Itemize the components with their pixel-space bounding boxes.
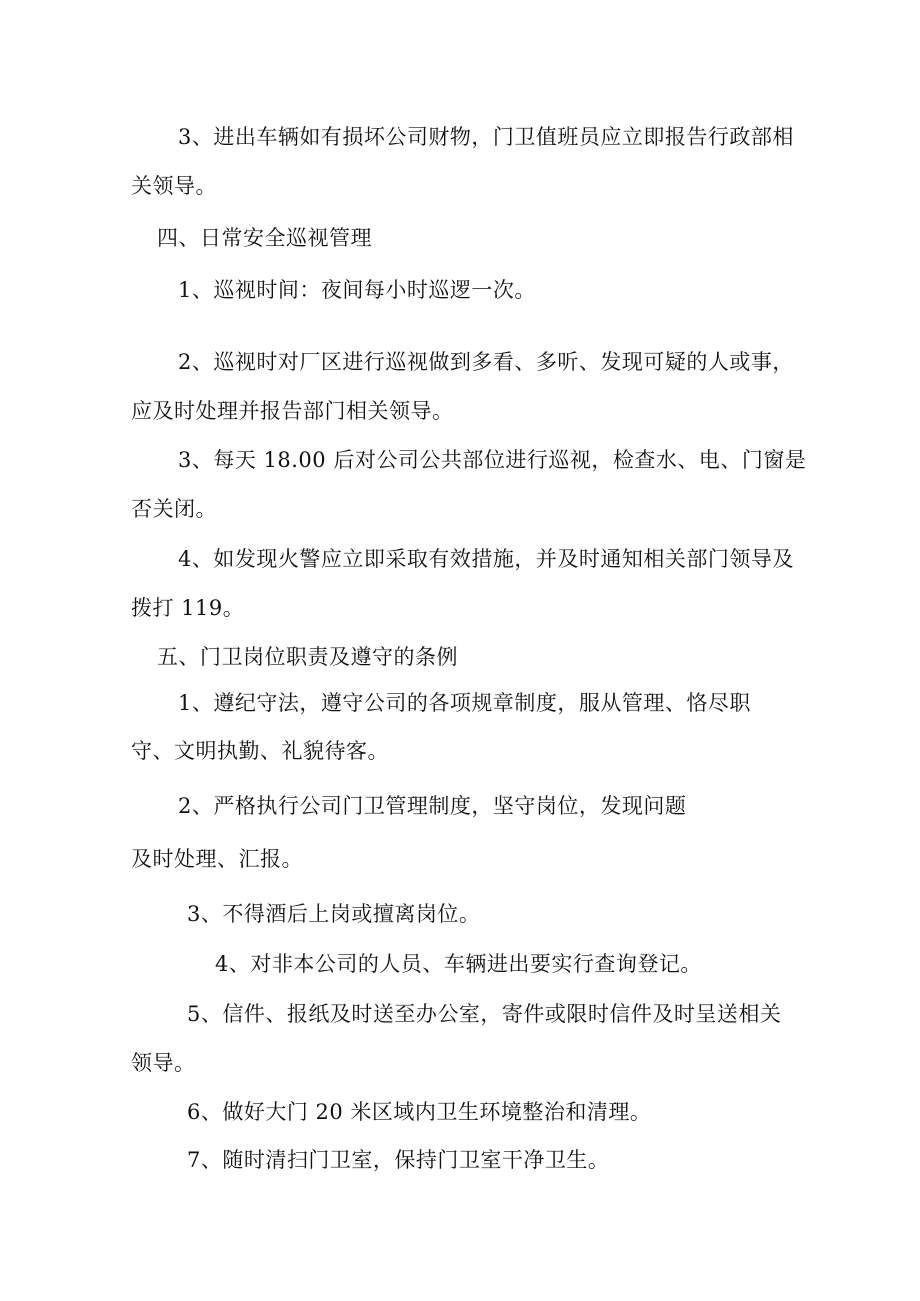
- text-line: 2、严格执行公司门卫管理制度，坚守岗位，发现问题: [178, 794, 687, 818]
- text-line: 2、巡视时对厂区进行巡视做到多看、多听、发现可疑的人或事，: [178, 350, 794, 374]
- text-line: 3、不得酒后上岗或擅离岗位。: [187, 902, 481, 926]
- text-line: 关领导。: [131, 174, 217, 198]
- text-line: 3、每天 18.00 后对公司公共部位进行巡视，检查水、电、门窗是: [178, 448, 807, 472]
- section-heading: 五、门卫岗位职责及遵守的条例: [157, 645, 458, 669]
- text-line: 1、巡视时间：夜间每小时巡逻一次。: [178, 278, 536, 302]
- text-line: 7、随时清扫门卫室，保持门卫室干净卫生。: [187, 1148, 610, 1172]
- text-line: 否关闭。: [131, 497, 217, 521]
- text-line: 拨打 119。: [131, 596, 245, 620]
- text-line: 6、做好大门 20 米区域内卫生环境整治和清理。: [187, 1100, 652, 1124]
- text-line: 领导。: [131, 1051, 196, 1075]
- text-line: 4、如发现火警应立即采取有效措施，并及时通知相关部门领导及: [178, 547, 794, 571]
- text-line: 4、对非本公司的人员、车辆进出要实行查询登记。: [215, 952, 702, 976]
- text-line: 1、遵纪守法，遵守公司的各项规章制度，服从管理、恪尽职: [178, 691, 751, 715]
- text-line: 3、进出车辆如有损坏公司财物，门卫值班员应立即报告行政部相: [178, 125, 794, 149]
- text-line: 5、信件、报纸及时送至办公室，寄件或限时信件及时呈送相关: [187, 1002, 782, 1026]
- text-line: 及时处理、汇报。: [131, 847, 303, 871]
- section-heading: 四、日常安全巡视管理: [157, 226, 372, 250]
- text-line: 应及时处理并报告部门相关领导。: [131, 399, 454, 423]
- text-line: 守、文明执勤、礼貌待客。: [131, 739, 389, 763]
